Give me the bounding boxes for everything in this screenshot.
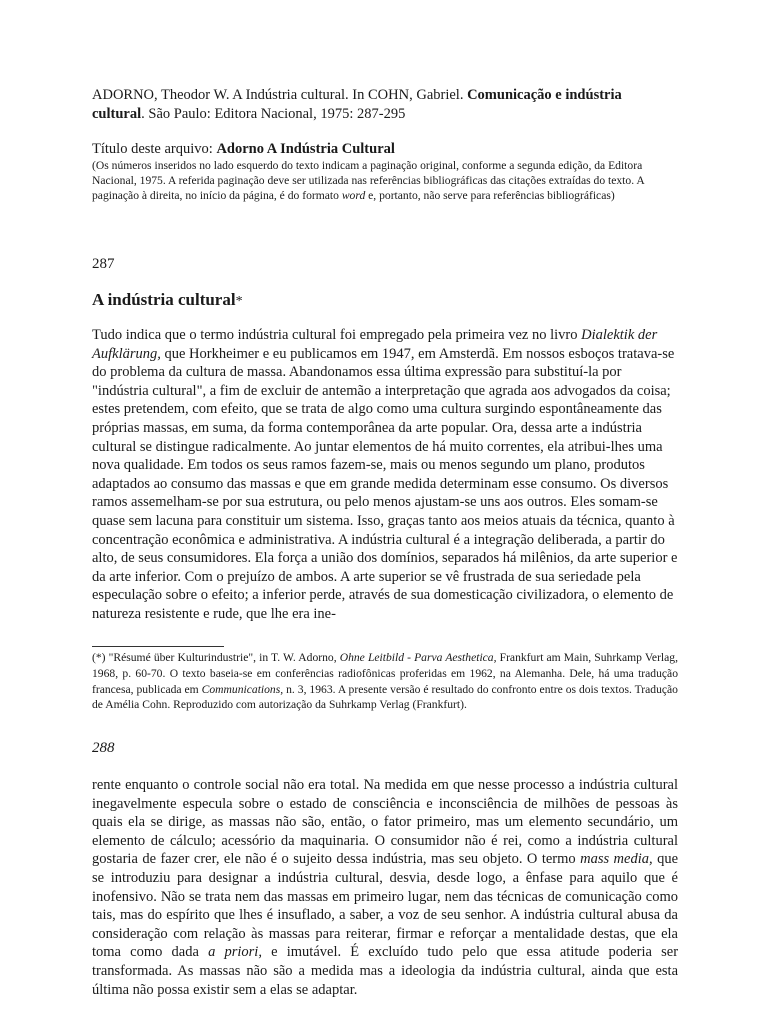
footnote-text: (*) "Résumé über Kulturindustrie", in T. W. Adorno, [92,651,337,664]
footnote-journal: Communications, [201,682,284,696]
footnote-divider [92,646,224,647]
footnote-text-end: n. 3, 1963. A presente versão é resultado do confronto entre os dois textos. Tradução de Amélia Cohn. Reproduzido com autorização da Suhrkamp Verlag (Frankfurt). [92,682,678,712]
paragraph-2 [92,776,678,999]
reference-publisher: . São Paulo: Editora Nacional, 1975: 287-295 [141,106,406,122]
chapter-title: A indústria cultural [92,290,236,309]
paragraph-2-latin: a priori, [208,944,262,961]
file-note-text: (Os números inseridos no lado esquerdo do texto indicam a paginação original, conforme a segunda edição, da Editora Nacional, 1975. A referida paginação deve ser utilizada nas referências bibliográficas das citações extraídas do texto. A paginação à direita, no início da página, é do formato [92,159,645,202]
file-title-label: Título deste arquivo: [92,141,213,157]
file-note-text-end: e, portanto, não serve para referências bibliográficas) [368,189,615,202]
page-number-287: 287 [92,256,115,272]
chapter-heading [92,290,243,310]
paragraph-2-text-end: e imutável. É excluído tudo pelo que essa atitude poderia ser transformada. As massas não são a medida mas a ideologia da indústria cultural, ainda que esta última não possa existir sem a elas se adaptar. [92,944,679,998]
file-note [92,158,678,203]
file-title [92,140,678,159]
paragraph-1-book-title: Dialektik der Aufklärung, [92,327,658,362]
file-note-italic: word [341,189,366,202]
reference-book-title: Comunicação e indústria cultural [92,87,622,122]
paragraph-1-text-cont: que Horkheimer e eu publicamos em 1947, em Amsterdã. Em nossos esboços tratava-se do problema da cultura de massa. Abandonamos essa última expressão para substituí-la por "indústria cultural", a fim de excluir de antemão a interpretação que agrada aos advogados da coisa; estes pretendem, com efeito, que se trata de algo como uma cultura surgindo espontâneamente das próprias massas, em suma, da forma contemporânea da arte popular. Ora, dessa arte a indústria cultural se distingue radicalmente. Ao juntar elementos de há muito correntes, ela atribui-lhes uma nova qualidade. Em todos os seus ramos fazem-se, mais ou menos segundo um plano, produtos adaptados ao consumo das massas e que em grande medida determinam esse consumo. Os diversos ramos assemelham-se por sua estrutura, ou pelo menos ajustam-se uns aos outros. Eles somam-se quase sem lacuna para constituir um sistema. Isso, graças tanto aos meios atuais da técnica, quanto à concentração econômica e administrativa. A indústria cultural é a integração deliberada, a partir do alto, de seus consumidores. Ela força a união dos domínios, separados há milênios, da arte superior e da arte inferior. Com o prejuízo de ambos. A arte superior se vê frustrada de sua seriedade pela especulação sobre o efeito; a inferior perde, através de sua domesticação civilizadora, o elemento de natureza resistente e rude, que lhe era ine- [92,345,678,622]
footnote-marker: * [235,294,243,309]
paragraph-2-text: rente enquanto o controle social não era total. Na medida em que nesse processo a indústria cultural inegavelmente especula sobre o estado de consciência e inconsciência de milhões de pessoas às quais ela se dirige, as massas não são, então, o fator primeiro, mas um elemento secundário, um elemento de cálculo; acessório da maquinaria. O consumidor não é rei, como a indústria cultural gostaria de fazer crer, ele não é o sujeito dessa indústria, mas seu objeto. O termo [92,777,678,868]
paragraph-2-text-cont: que se introduziu para designar a indústria cultural, desvia, desde logo, a ênfase para aquilo que é inofensivo. Não se trata nem das massas em primeiro lugar, nem das técnicas de comunicação como tais, mas do espírito que lhes é insuflado, a saber, a voz de seu senhor. A indústria cultural abusa da consideração com relação às massas para reiterar, firmar e reforçar a mentalidade destas, que ela toma como dada [92,851,678,961]
paragraph-1-text: Tudo indica que o termo indústria cultural foi empregado pela primeira vez no livro [92,327,578,343]
page-number-288: 288 [92,740,115,756]
paragraph-2-term: mass media, [580,851,653,868]
file-title-value: Adorno A Indústria Cultural [216,141,395,157]
footnote-book-title: Ohne Leitbild - Parva Aesthetica, [339,651,497,664]
paragraph-1 [92,326,678,624]
footnote-text-cont: Frankfurt am Main, Suhrkamp Verlag, 1968, p. 60-70. O texto baseia-se em conferências radiofônicas proferidas em 1962, na Alemanha. Dele, há uma tradução francesa, publicada em [92,651,678,696]
bibliographic-reference [92,86,678,124]
footnote [92,650,678,713]
reference-author: ADORNO, Theodor W. A Indústria cultural. In COHN, Gabriel. [92,87,464,103]
